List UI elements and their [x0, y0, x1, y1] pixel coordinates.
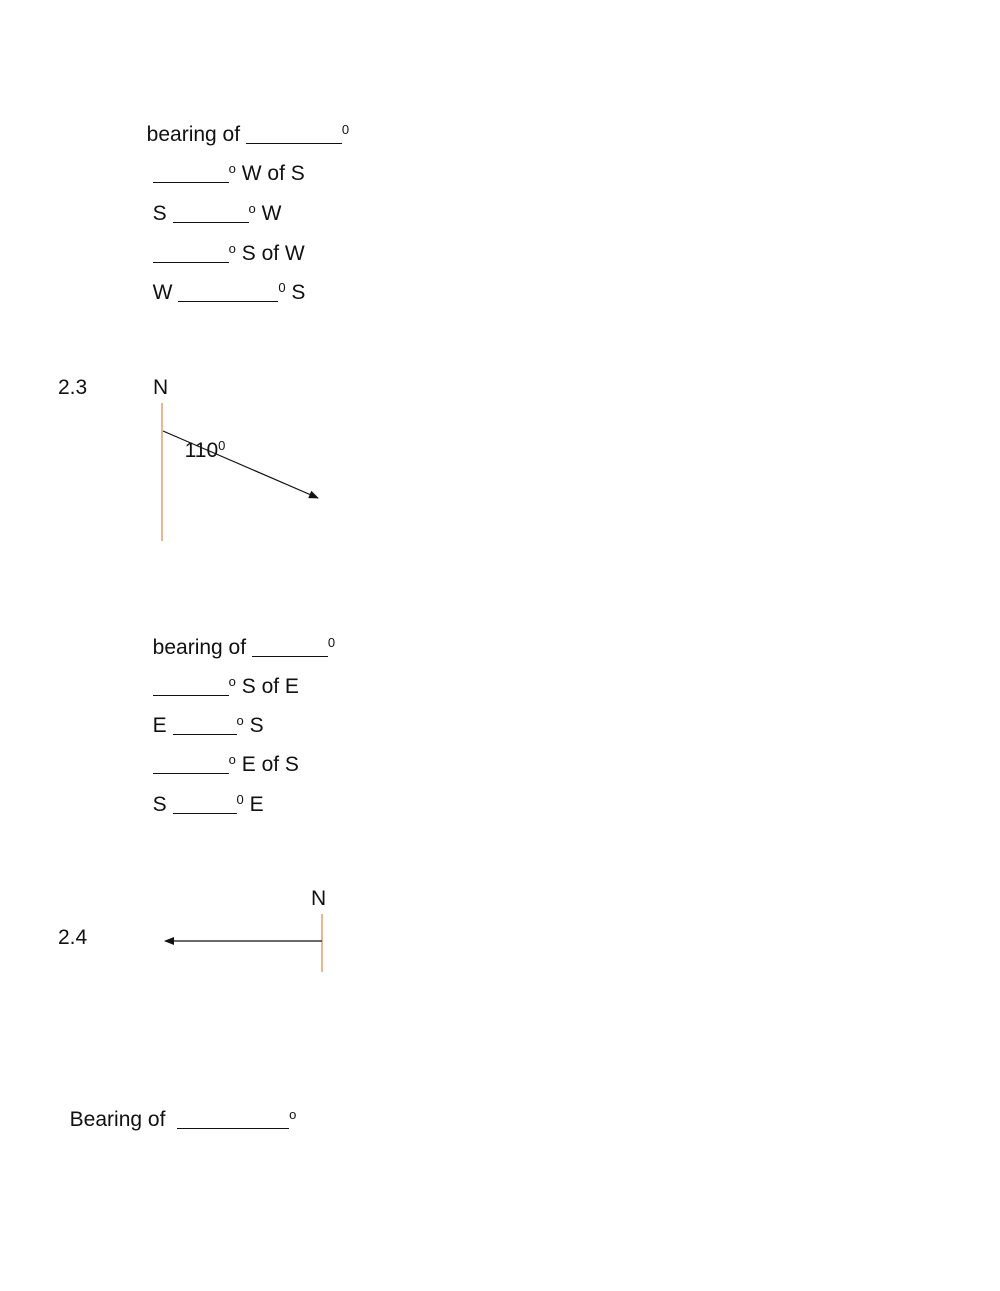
north-label: N [153, 376, 169, 399]
degree-mark: 0 [327, 635, 336, 650]
bearing-line-8: E $^o$ S [152, 713, 264, 737]
direction-suffix: S [243, 714, 264, 737]
degree-mark: o [248, 201, 256, 216]
degree-mark: 0 [236, 792, 244, 807]
direction-suffix: E [243, 793, 264, 816]
north-label-2-4: N [311, 887, 327, 910]
answer-blank[interactable] [177, 1108, 289, 1129]
bearing-line-5: W $^0$ S [152, 280, 306, 304]
degree-mark: 0 [341, 122, 350, 137]
final-bearing-line [58, 1084, 296, 1132]
question-number-2-4: 2.4 [58, 926, 88, 949]
degree-mark: 0 [278, 280, 286, 295]
degree-mark: o [228, 752, 236, 767]
degree-mark: o [236, 713, 244, 728]
degree-mark: o [228, 161, 236, 176]
direction-suffix: S [285, 281, 306, 304]
direction-suffix: W [255, 202, 282, 225]
degree-mark: o [228, 241, 236, 256]
angle-label: $110^0$ [184, 438, 226, 462]
question-number-2-3: 2.3 [58, 376, 88, 399]
direction-suffix: W of S [235, 162, 305, 185]
bearing-prefix: Bearing of [69, 1108, 178, 1131]
direction-suffix: E of S [235, 753, 299, 776]
direction-suffix: S of E [235, 675, 299, 698]
direction-suffix: S of W [235, 242, 305, 265]
degree-mark: o [228, 674, 236, 689]
degree-mark: o [289, 1107, 297, 1122]
bearing-line-3: S $^o$ W [152, 201, 282, 225]
bearing-line-10: S $^0$ E [152, 792, 264, 816]
bearing-prefix: bearing of [152, 636, 252, 659]
bearing-prefix: bearing of [146, 123, 246, 146]
degree-mark: 0 [218, 438, 226, 453]
